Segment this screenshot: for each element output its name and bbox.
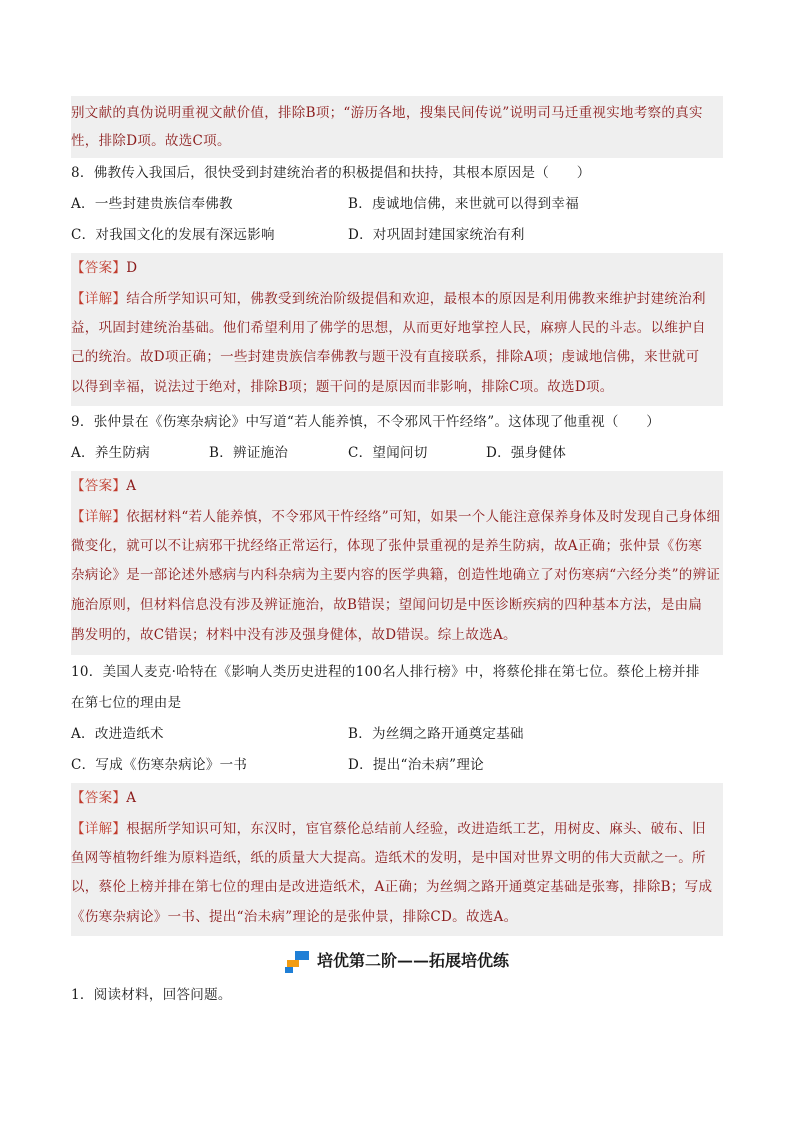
- prev-explanation-line-2: 性，排除D项。故选C项。: [71, 133, 231, 149]
- section-first-question: 1．阅读材料，回答问题。: [71, 987, 232, 1003]
- q9-detail-line-4: 施治原则，但材料信息没有涉及辨证施治，故B错误；望闻问切是中医诊断疾病的四种基本方法，是由扁: [71, 597, 703, 613]
- q8-detail-label: 【详解】: [71, 291, 127, 307]
- q8-detail-line-2: 益，巩固封建统治基础。他们希望利用了佛学的思想，从而更好地掌控人民，麻痹人民的斗志。以维护自: [71, 320, 706, 336]
- q9-answer-label: 【答案】: [71, 478, 127, 494]
- q8-answer-label: 【答案】: [71, 260, 127, 276]
- q9-option-d: D．强身健体: [486, 445, 567, 461]
- q9-option-b: B．辨证施治: [209, 445, 289, 461]
- q10-answer-value: A: [126, 790, 137, 806]
- q9-answer: [71, 476, 136, 496]
- q8-detail-line-3: 己的统治。故D项正确；一些封建贵族信奉佛教与题干没有直接联系，排除A项；虔诚地信佛，来世就可: [71, 349, 700, 365]
- q10-stem-line-2: 在第七位的理由是: [71, 695, 182, 711]
- q8-option-a: A．一些封建贵族信奉佛教: [71, 196, 233, 212]
- q9-detail-line-2: 微变化，就可以不让病邪干扰经络正常运行，体现了张仲景重视的是养生防病，故A正确；张仲景《伤寒: [71, 538, 703, 554]
- q10-detail-line-4: 《伤寒杂病论》一书、提出“治未病”理论的是张仲景，排除CD。故选A。: [71, 909, 518, 925]
- q8-answer-value: D: [126, 260, 138, 276]
- q10-option-c: C．写成《伤寒杂病论》一书: [71, 757, 248, 773]
- q10-answer-box: [71, 783, 723, 936]
- q10-answer: [71, 788, 136, 808]
- q9-answer-value: A: [126, 478, 137, 494]
- q9-detail-line-5: 鹊发明的，故C错误；材料中没有涉及强身健体，故D错误。综上故选A。: [71, 627, 517, 643]
- q10-detail-label: 【详解】: [71, 821, 127, 837]
- q8-answer: [71, 258, 137, 278]
- section-logo-icon: [285, 951, 311, 973]
- q9-detail-label: 【详解】: [71, 509, 127, 525]
- q9-detail-text-1: 依据材料“若人能养慎，不令邪风干忤经络”可知，如果一个人能注意保养身体及时发现自己身体细: [126, 509, 721, 525]
- q10-answer-label: 【答案】: [71, 790, 127, 806]
- q9-stem: 9．张仲景在《伤寒杂病论》中写道“若人能养慎，不令邪风干忤经络”。这体现了他重视（ ）: [71, 414, 661, 430]
- q8-option-b: B．虔诚地信佛，来世就可以得到幸福: [348, 196, 580, 212]
- q9-detail-line-1: [71, 507, 720, 527]
- q8-option-c: C．对我国文化的发展有深远影响: [71, 227, 275, 243]
- q10-detail-text-1: 根据所学知识可知，东汉时，宦官蔡伦总结前人经验，改进造纸工艺，用树皮、麻头、破布、旧: [126, 821, 706, 837]
- q10-detail-line-3: 以，蔡伦上榜并排在第七位的理由是改进造纸术，A正确；为丝绸之路开通奠定基础是张骞，排除B；写成: [71, 879, 713, 895]
- q9-answer-box: [71, 471, 723, 655]
- q10-detail-line-2: 鱼网等植物纤维为原料造纸，纸的质量大大提高。造纸术的发明，是中国对世界文明的伟大贡献之一。所: [71, 850, 706, 866]
- q8-detail-text-1: 结合所学知识可知，佛教受到统治阶级提倡和欢迎，最根本的原因是利用佛教来维护封建统治利: [126, 291, 706, 307]
- q10-stem-line-1: 10．美国人麦克·哈特在《影响人类历史进程的100名人排行榜》中，将蔡伦排在第七位。蔡伦上榜并排: [71, 664, 700, 680]
- q10-option-a: A．改进造纸术: [71, 726, 164, 742]
- prev-explanation: [71, 96, 723, 158]
- q8-detail-line-1: [71, 289, 706, 309]
- q8-option-d: D．对巩固封建国家统治有利: [348, 227, 525, 243]
- section-title: 培优第二阶——拓展培优练: [316, 951, 509, 970]
- q9-option-c: C．望闻问切: [348, 445, 428, 461]
- prev-explanation-line-1: 别文献的真伪说明重视文献价值，排除B项；“游历各地，搜集民间传说”说明司马迁重视实地考察的真实: [71, 105, 703, 121]
- q9-detail-line-3: 杂病论》是一部论述外感病与内科杂病为主要内容的医学典籍，创造性地确立了对伤寒病“六经分类”的辨证: [71, 567, 721, 583]
- q10-detail-line-1: [71, 819, 706, 839]
- q8-detail-line-4: 以得到幸福，说法过于绝对，排除B项；题干问的是原因而非影响，排除C项。故选D项。: [71, 379, 614, 395]
- q10-option-d: D．提出“治未病”理论: [348, 757, 484, 773]
- section-heading: [0, 948, 794, 973]
- q9-option-a: A．养生防病: [71, 445, 151, 461]
- q8-answer-box: [71, 253, 723, 406]
- q8-stem: 8．佛教传入我国后，很快受到封建统治者的积极提倡和扶持，其根本原因是（ ）: [71, 165, 591, 181]
- q10-option-b: B．为丝绸之路开通奠定基础: [348, 726, 524, 742]
